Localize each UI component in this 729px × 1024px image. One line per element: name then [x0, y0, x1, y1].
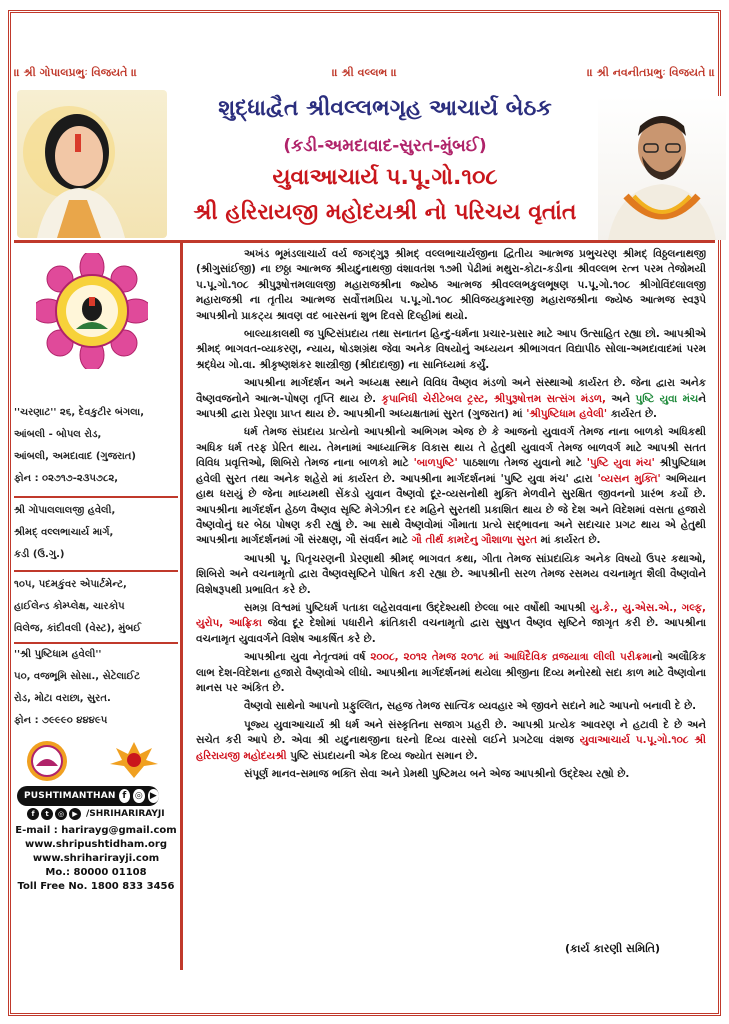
text-span: પાઠશાળા તેમજ યુવાનો માટે — [462, 457, 582, 470]
acharya-portrait-image — [598, 96, 726, 240]
text-span: અને — [611, 392, 631, 405]
guru-portrait-image — [17, 90, 167, 238]
facebook-icon[interactable]: f — [119, 789, 130, 803]
paragraph-conduct: વૈષ્ણવો સાથેનો આપનો પ્રફુલ્લિત, સહજ તેમજ સાત્વિક વ્યવહાર એ જીવને સદાને માટે આપનો બનાવી દે છે. — [244, 700, 697, 713]
highlight-haveli: 'શ્રીપુષ્ટિધામ હવેલી' — [526, 408, 608, 421]
invocation-center: ॥ શ્રી વલ્લભ ॥ — [332, 66, 397, 79]
website-link-2[interactable]: www.shriharirayji.com — [32, 853, 160, 864]
address-line: શ્રી ગોપાલલાલજી હવેલી, — [14, 505, 116, 516]
address-line: ''ચરણાટ'' ૨૬, દેવકુટીર બંગલા, — [14, 407, 144, 418]
address-line: ૧૦૫, પદમકુંવર એપાર્ટમેન્ટ, — [14, 579, 127, 590]
facebook-icon[interactable]: f — [27, 808, 39, 820]
text-span: જેવા દૂર દેશોમાં પધારીને ક્રાંતિકારી વચનામૃતો દ્વારા સુષુપ્ત વૈષ્ણવ સૃષ્ટિને જાગૃત કરી છે. આપશ્રીના વચનામૃત યુવાવર્ગને વિશેષ આકર્ષિત કરે છે. — [196, 617, 706, 645]
youtube-icon[interactable]: ▶ — [148, 789, 159, 803]
address-line: ફોન : ૦૨૭૧૭-૨૩૫૭૮૨, — [14, 473, 119, 484]
kamdhenu-gaushala-logo-icon — [106, 738, 162, 784]
text-span: ધર્મ તેમજ સંપ્રદાય પ્રત્યેનો આપશ્રીનો અભિગમ એજ છે કે આજનો યુવાવર્ગ તેમજ નાના બાળકો અધિકથી અધિક ધર્મ તરફ પ્રેરિત થાય. તેમનામાં આધ્યાત્મિક વિકાસ થાય તે હેતુથી યુવાવર્ગ તેમજ બાળવર્ગ માટે આપશ્રી સતત વિવિધ પ્રવૃત્તિઓ, શિબિરો તેમજ નાના બાળકો માટે — [196, 426, 706, 470]
address-line: ૫૦, વજભૂમિ સોસા., સેટેલાઈટ — [14, 671, 141, 682]
address-line: આંબલી, અમદાવાદ (ગુજરાત) — [14, 451, 137, 462]
address-line: ''શ્રી પુષ્ટિધામ હવેલી'' — [14, 649, 102, 660]
paragraph-organizations — [196, 376, 706, 422]
column-divider — [180, 240, 183, 970]
address-line: રોડ, મોટા વરાછા, સુરત. — [14, 693, 111, 704]
address-mumbai — [14, 574, 178, 640]
mobile-number: Mo.: 80000 01108 — [45, 867, 147, 878]
paragraph-heritage — [196, 718, 706, 764]
address-kadi — [14, 500, 178, 566]
youtube-icon[interactable]: ▶ — [69, 808, 81, 820]
text-span: નો અલૌકિક લાભ દેશ-વિદેશના હજારો વૈષ્ણવોએ લીધો. આપશ્રીના માર્ગદર્શનમાં થયેલા શ્રીજીના દિવ્ય મનોરથો સદા કાળ માટે વૈષ્ણવોના માનસ પર અંકિત છે. — [196, 651, 706, 694]
text-span: કાર્યરત છે. — [610, 408, 657, 421]
highlight-pushti-yuva-manch: 'પુષ્ટિ યુવા મંચ' — [586, 457, 655, 470]
text-span: ને આપશ્રી દ્વારા પ્રેરણા પ્રાપ્ત થાય છે. આપશ્રીની અધ્યક્ષતામાં સુરત (ગુજરાત) માં — [196, 392, 706, 421]
committee-signature: (કાર્ય કારણી સમિતિ) — [565, 942, 661, 955]
highlight-acharya-name: યુવાઆચાર્ય પ.પૂ.ગો.૧૦૮ શ્રી હરિરાયજી મહોદયશ્રી — [196, 734, 706, 762]
text-span: આપશ્રીના માર્ગદર્શન અને અધ્યક્ષ સ્થાને વિવિધ વૈષ્ણવ મંડળો અને સંસ્થાઓ કાર્યરત છે. જેના દ્વારા અનેક વૈષ્ણવજનોને આત્મ-પોષણ તૃપ્તિ થાય છે. — [196, 377, 706, 405]
twitter-icon[interactable]: t — [41, 808, 53, 820]
paragraph-youth-activities — [196, 425, 706, 548]
tollfree-number: Toll Free No. 1800 833 3456 — [17, 881, 175, 892]
biography-body — [196, 247, 706, 785]
highlight-vyasan-mukti: 'વ્યસન મુક્તિ' — [597, 472, 661, 485]
address-separator — [14, 570, 178, 572]
header-divider — [14, 240, 715, 243]
highlight-trust: કૃપાનિધી ચેરીટેબલ ટ્રસ્ટ, — [381, 392, 489, 405]
paragraph-world-travels — [196, 601, 706, 647]
paragraph-mission: સંપૂર્ણ માનવ-સમાજ ભક્તિ સેવા અને પ્રેમથી પુષ્ટિમય બને એજ આપશ્રીનો ઉદ્દેશ્ય રહ્યો છે. — [244, 768, 630, 780]
page-title: શુદ્ધાદ્વૈત શ્રીવલ્લભગૃહ આચાર્ય બેઠક — [218, 96, 552, 121]
address-separator — [14, 496, 178, 498]
highlight-mandal: શ્રીપુરૂષોત્તમ સત્સંગ મંડળ, — [493, 392, 606, 405]
instagram-icon[interactable]: ◎ — [134, 791, 143, 801]
address-line: વિલેજ, કાંદીવલી (વેસ્ટ), મુંબઈ — [14, 623, 142, 634]
paragraph-education: બાલ્યાકાલથી જ પુષ્ટિસંપ્રદાય તથા સનાતન હિન્દુ-ધર્મના પ્રચાર-પ્રસાર માટે આપ ઉત્સાહિત રહ્યા છો. આપશ્રીએ શ્રીમદ્ ભાગવત-વ્યાકરણ, ન્યાય, ષોડશગ્રંથ જેવા અનેક વિષયોનું અધ્યયન શ્રીભાગવત વિદ્યાપીઠ સોલા-અમદાવાદમાં પરમ શ્રદ્ધેય ગો.વા. શ્રીકૃષ્ણશંકર શાસ્ત્રીજી (શ્રીદાદાજી) ના સાનિધ્યમાં કર્યું. — [196, 328, 706, 371]
email-text[interactable]: E-mail : harirayg@gmail.com — [15, 825, 177, 836]
highlight-countries: યુ.કે., યુ.એસ.એ., ગલ્ફ, યુરોપ, આફ્રિકા — [196, 601, 706, 630]
highlight-vrajyatra: ૨૦૦૮, ૨૦૧૨ તેમજ ૨૦૧૮ માં આધિદૈવિક વ્રજયાત્રા લીલી પરીક્રમા — [370, 651, 653, 664]
invocation-left: ॥ શ્રી ગોપાલપ્રભુઃ વિજયતે ॥ — [14, 66, 138, 79]
cities-subtitle: (કડી-અમદાવાદ-સુરત-મુંબઈ) — [283, 136, 487, 156]
text-span: અભિયાન હાથ ધરાયું છે જેના માધ્યમથી સેંકડો યુવાન વૈષ્ણવો દૂર-વ્યસનોથી મુક્તિ મેળવીને સુરક્ષિત જીવનનો પ્રારંભ કર્યો છે. આપશ્રીના માર્ગદર્શન હેઠળ વૈષ્ણવ સૃષ્ટિ મેગેઝીન દર મહિને સુરતથી પ્રકાશિત થાય છે જે દેશ અને વિદેશમાં વસતા હજારો વૈષ્ણવોનું ઘર બેઠા પોષણ કરી રહ્યું છે. આ સાથે વૈષ્ણવોમાં ગૌમાતા પ્રત્યે સદ્ભાવના અને સદાચાર પ્રગટ થાય એ હેતુથી આપશ્રીના માર્ગદર્શનમાં ગૌ સંરક્ષણ, ગૌ સંવર્ધન માટે — [196, 472, 707, 547]
highlight-gaushala: ગૌ તીર્થ કામદેનુ ગૌશાળા સુરત — [411, 534, 538, 547]
website-link-1[interactable]: www.shripushtidham.org — [24, 839, 168, 850]
social-handle: /SHRIHARIRAYJI — [86, 809, 165, 819]
address-line: આંબલી - બોપલ રોડ, — [14, 429, 102, 440]
acharya-title-line2: શ્રી હરિરાયજી મહોદયશ્રી નો પરિચય વૃતાંત — [193, 200, 577, 225]
social-brand: PUSHTIMANTHAN — [24, 791, 116, 801]
text-span: શ્રીપુષ્ટિધામ હવેલી સુરત તથા અનેક શહેરો માં કાર્યરત છે. આપશ્રીના માર્ગદર્શનમાં 'પુષ્ટિ યુવા મંચ' દ્વારા — [196, 457, 706, 485]
text-span: પુષ્ટિ સંપ્રદાયની એક દિવ્ય જ્યોત સમાન છે. — [290, 749, 478, 762]
text-span: આપશ્રીના યુવા નેતૃત્વમાં વર્ષ — [244, 651, 366, 664]
address-line: કડી (ઉ.ગુ.) — [14, 549, 65, 560]
text-span: સમગ્ર વિશ્વમાં પુષ્ટિધર્મ પતાકા લહેરાવવાના ઉદ્દેશ્યથી છેલ્લા બાર વર્ષોથી આપશ્રી — [244, 601, 586, 614]
pushtidham-badge-icon — [26, 740, 68, 782]
paragraph-lineage: અખંડ ભૂમંડલાચાર્ય વર્ય જગદ્ગુરૂ શ્રીમદ્ વલ્લભાચાર્યજીના દ્વિતીય આત્મજ પ્રભુચરણ શ્રીમદ્ વિઠ્ઠલનાથજી (શ્રીગુસાંઈજી) ના છઠ્ઠા આત્મજ શ્રીયદુનાથજી વંશાવતંશ ૧૭મી પેઢીમાં મથુરા-કોટા-કડીના શ્રીવલ્લભ રત્ન પરમ તેજોમયી પ.પૂ.ગો.૧૦૮ શ્રીપુરૂષોત્તમલાલજી મહારાજશ્રીના જ્યેષ્ઠ આત્મજ શ્રીવલ્લભકુલભૂષણ પ.પૂ.ગો.૧૦૮ શ્રીગોવિંદલાલજી મહારાજશ્રી ના તૃતીય આત્મજ સર્વોત્તમપ્રિય પ.પૂ.ગો.૧૦૮ શ્રીવિજયકુમારજી મહારાજશ્રીના જ્યેષ્ઠ આત્મજ સ્વરૂપે આપશ્રીનો પ્રાકટ્ય શ્રાવણ વદ બારસનાં શુભ દિવસે દિલ્હીમાં થયો. — [196, 248, 706, 322]
invocation-right: ॥ શ્રી નવનીતપ્રભુઃ વિજયતે ॥ — [587, 66, 715, 79]
pushtimanthan-social-bar[interactable] — [17, 786, 159, 806]
instagram-icon[interactable]: ◎ — [55, 808, 67, 820]
social-handle-row[interactable] — [27, 808, 165, 820]
highlight-yuva-manch: પુષ્ટિ યુવા મંચ — [635, 392, 699, 405]
acharya-title-line1: યુવાઆચાર્ય પ.પૂ.ગો.૧૦૮ — [272, 165, 498, 190]
address-line: શ્રીમદ્ વલ્લભાચાર્ય માર્ગ, — [14, 527, 114, 538]
lotus-emblem-logo — [36, 253, 148, 369]
text-span: માં કાર્યરત છે. — [540, 534, 601, 547]
address-ahmedabad — [14, 402, 178, 490]
address-line: ફોન : ૭૯૯૯૦ ૪૪૪૯૫ — [14, 715, 108, 726]
paragraph-vrajyatra — [196, 650, 706, 696]
highlight-balpushti: 'બાળપુષ્ટિ' — [413, 457, 458, 470]
paragraph-discourses: આપશ્રી પૂ. પિતૃચરણની પ્રેરણાથી શ્રીમદ્ ભાગવત કથા, ગીતા તેમજ સાંપ્રદાયિક અનેક વિષયો ઉપર કથાઓ, શિબિરો અને વચનામૃતો દ્વારા વૈષ્ણવસૃષ્ટિને પોષિત કરી રહ્યા છે. આપશ્રીની સરળ તેમજ રસમય વચનામૃત શૈલી વૈષ્ણવોને વિશેષરૂપથી પ્રભાવિત કરે છે. — [196, 552, 706, 596]
address-line: હાઈલેન્ડ કોમ્પ્લેક્ષ, ચારકોપ — [14, 601, 125, 612]
text-span: પૂજ્ય યુવાઆચાર્ય શ્રી ધર્મ અને સંસ્કૃતિના સજાગ પ્રહરી છે. આપશ્રી પ્રત્યેક આવરણ ને હટાવી દે છે અને સચેત કરી આપે છે. એવા શ્રી યદુનાથજીના ઘરનો દિવ્ય વારસો લઈને પ્રગટેલા વંશજ — [196, 718, 706, 747]
address-surat — [14, 644, 178, 732]
